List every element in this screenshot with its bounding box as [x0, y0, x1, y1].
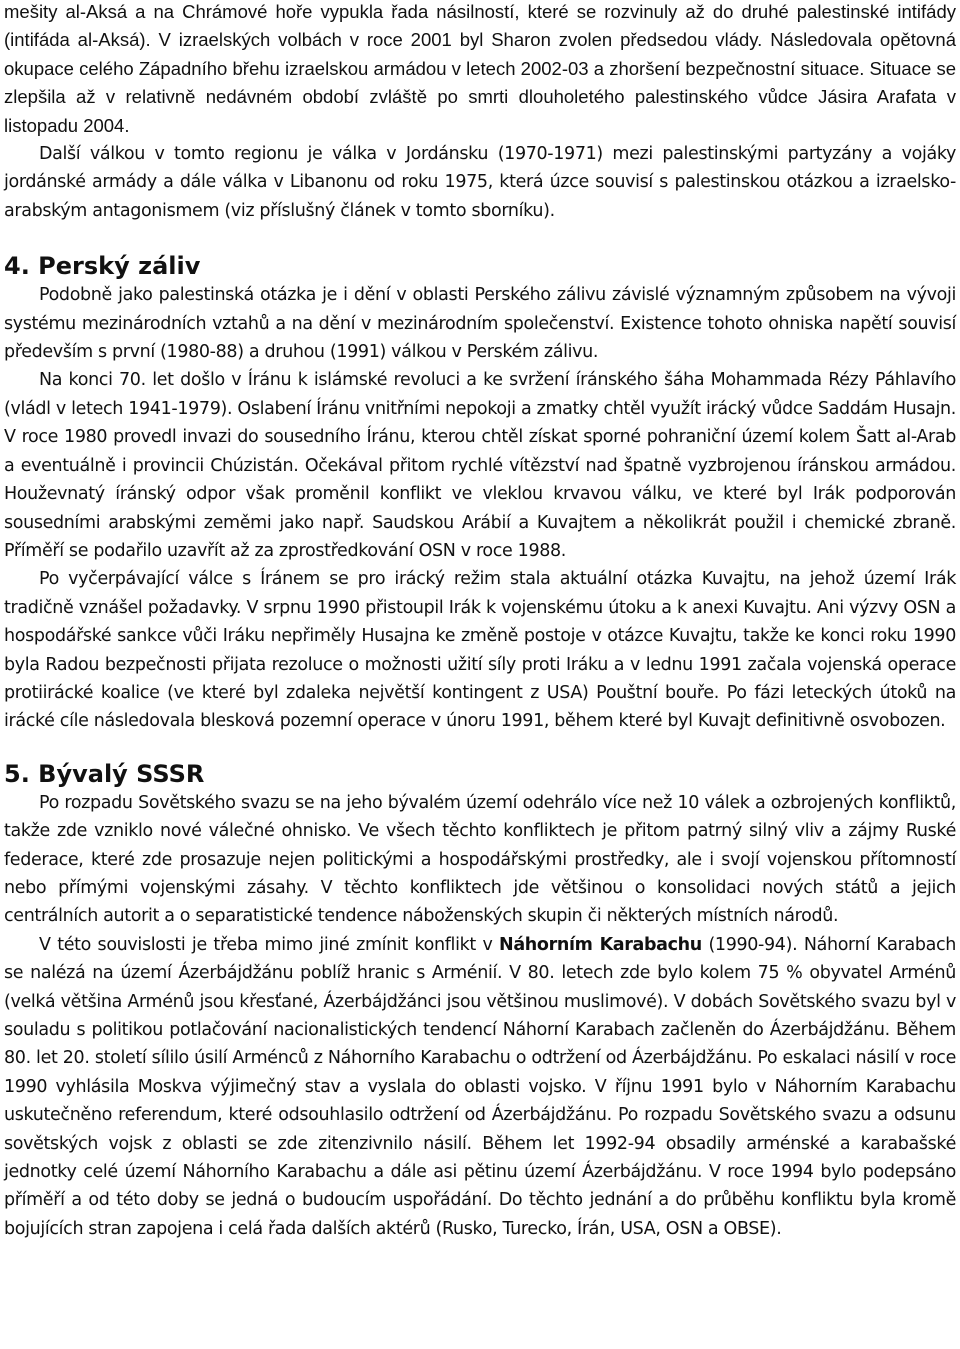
document-page — [4, 0, 956, 1243]
karabakh-bold-term: Náhorním Karabachu — [499, 934, 702, 955]
section-heading-persian-gulf: 4. Perský záliv — [4, 252, 201, 281]
section-heading-former-ussr: 5. Bývalý SSSR — [4, 759, 205, 788]
former-ussr-paragraph-2 — [4, 931, 956, 1243]
karabakh-body-text: (1990-94). Náhorní Karabach se nalézá na území Ázerbájdžánu poblíž hranic s Arménií. V 80. letech zde bylo kolem 75 % obyvatel Arménů (velká většina Arménů jsou křesťané, Ázerbájdžánci jsou většinou muslimové). V dobách Sovětského svazu byl v souladu s politikou potlačování nacionalistických tendencí Náhorní Karabach začleněn do Ázerbájdžánu. Během 80. let 20. století sílilo úsilí Arménců z Náhorního Karabachu o odtržení od Ázerbájdžánu. Po eskalaci násilí v roce 1990 vyhlásila Moskva výjimečný stav a vyslala do oblasti vojsko. V říjnu 1991 bylo v Náhorním Karabachu uskutečněno referendum, které odsouhlasilo odtržení od Ázerbájdžánu. Po rozpadu Sovětského svazu a odsunu sovětských vojsk z oblasti se zde zitenzivnilo násilí. Během let 1992-94 obsadily arménské a karabašské jednotky celé území Náhorního Karabachu a dále asi pětinu území Ázerbájdžánu. V roce 1994 bylo podepsáno příměří a od této doby se jedná o budoucím uspořádání. Do těchto jednání a do průběhu konfliktu byla kromě bojujících stran zapojena i celá řada dalších aktérů (Rusko, Turecko, Írán, USA, OSN a OBSE). — [4, 934, 956, 1239]
karabakh-intro-text: V této souvislosti je třeba mimo jiné zmínit konflikt v — [39, 934, 500, 955]
persian-gulf-paragraph-1: Podobně jako palestinská otázka je i dění v oblasti Perského zálivu závislé významným způsobem na vývoji systému mezinárodních vztahů a na dění v mezinárodním společenství. Existence tohoto ohniska napětí souvisí především s první (1980-88) a druhou (1991) válkou v Perském zálivu. — [4, 285, 956, 363]
intro-block — [4, 0, 956, 140]
persian-gulf-paragraph-3: Po vyčerpávající válce s Íránem se pro irácký režim stala aktuální otázka Kuvajtu, na jehož území Irák tradičně vznášel požadavky. V srpnu 1990 přistoupil Irák k vojenskému útoku a k anexi Kuvajtu. Ani výzvy OSN a hospodářské sankce vůči Iráku nepřiměly Husajna ke změně postoje v otázce Kuvajtu, takže ke konci roku 1990 byla Radou bezpečnosti přijata rezoluce o možnosti užití síly proti Iráku a v lednu 1991 začala vojenská operace protiirácké koalice (ve které byl zdaleka největší kontingent z USA) Pouštní bouře. Po fázi leteckých útoků na irácké cíle následovala blesková pozemní operace v únoru 1991, během které byl Kuvajt definitivně osvobozen. — [4, 569, 956, 732]
persian-gulf-paragraph-2: Na konci 70. let došlo v Íránu k islámské revoluci a ke svržení íránského šáha Mohammada Rézy Páhlavího (vládl v letech 1941-1979). Oslabení Íránu vnitřními nepokoji a zmatky chtěl využít irácký vůdce Saddám Husajn. V roce 1980 provedl invazi do sousedního Íránu, kterou chtěl získat sporné pohraniční území kolem Šatt al-Arab a eventuálně i provincii Chúzistán. Očekával přitom rychlé vítězství nad špatně vyzbrojenou íránskou armádou. Houževnatý íránský odpor však proměnil konflikt ve vleklou krvavou válku, ve které byl Irák podporován sousedními arabskými zeměmi jako např. Saudskou Arábií a Kuvajtem a několikrát použil i chemické zbraně. Příměří se podařilo uzavřít až za zprostředkování OSN v roce 1988. — [4, 370, 956, 561]
intro-paragraph-2: Další válkou v tomto regionu je válka v Jordánsku (1970-1971) mezi palestinskými partyzány a vojáky jordánské armády a dále válka v Libanonu od roku 1975, která úzce souvisí s palestinskou otázkou a izraelsko-arabským antagonismem (viz příslušný článek v tomto sborníku). — [4, 144, 956, 221]
former-ussr-paragraph-1: Po rozpadu Sovětského svazu se na jeho bývalém území odehrálo více než 10 válek a ozbrojených konfliktů, takže zde vzniklo nové válečné ohnisko. Ve všech těchto konfliktech je přitom patrný silný vliv a zájmy Ruské federace, které zde prosazuje nejen politickými a hospodářskými prostředky, ale i svojí vojenskou přítomností nebo přímými vojenskými zásahy. V těchto konfliktech jde většinou o konsolidaci nových států a jejich centrálních autorit a o separatistické tendence náboženských skupin či některých místních národů. — [4, 792, 956, 927]
intro-paragraph-1: mešity al-Aksá a na Chrámové hoře vypukla řada násilností, které se rozvinuly až do druhé palestinské intifády (intifáda al-Aksá). V izraelských volbách v roce 2001 byl Sharon zvolen předsedou vlády. Následovala opětovná okupace celého Západního břehu izraelskou armádou v letech 2002-03 a zhoršení bezpečnostní situace. Situace se zlepšila až v relativně nedávném období zvláště po smrti dlouholetého palestinského vůdce Jásira Arafata v listopadu 2004. — [4, 1, 956, 136]
